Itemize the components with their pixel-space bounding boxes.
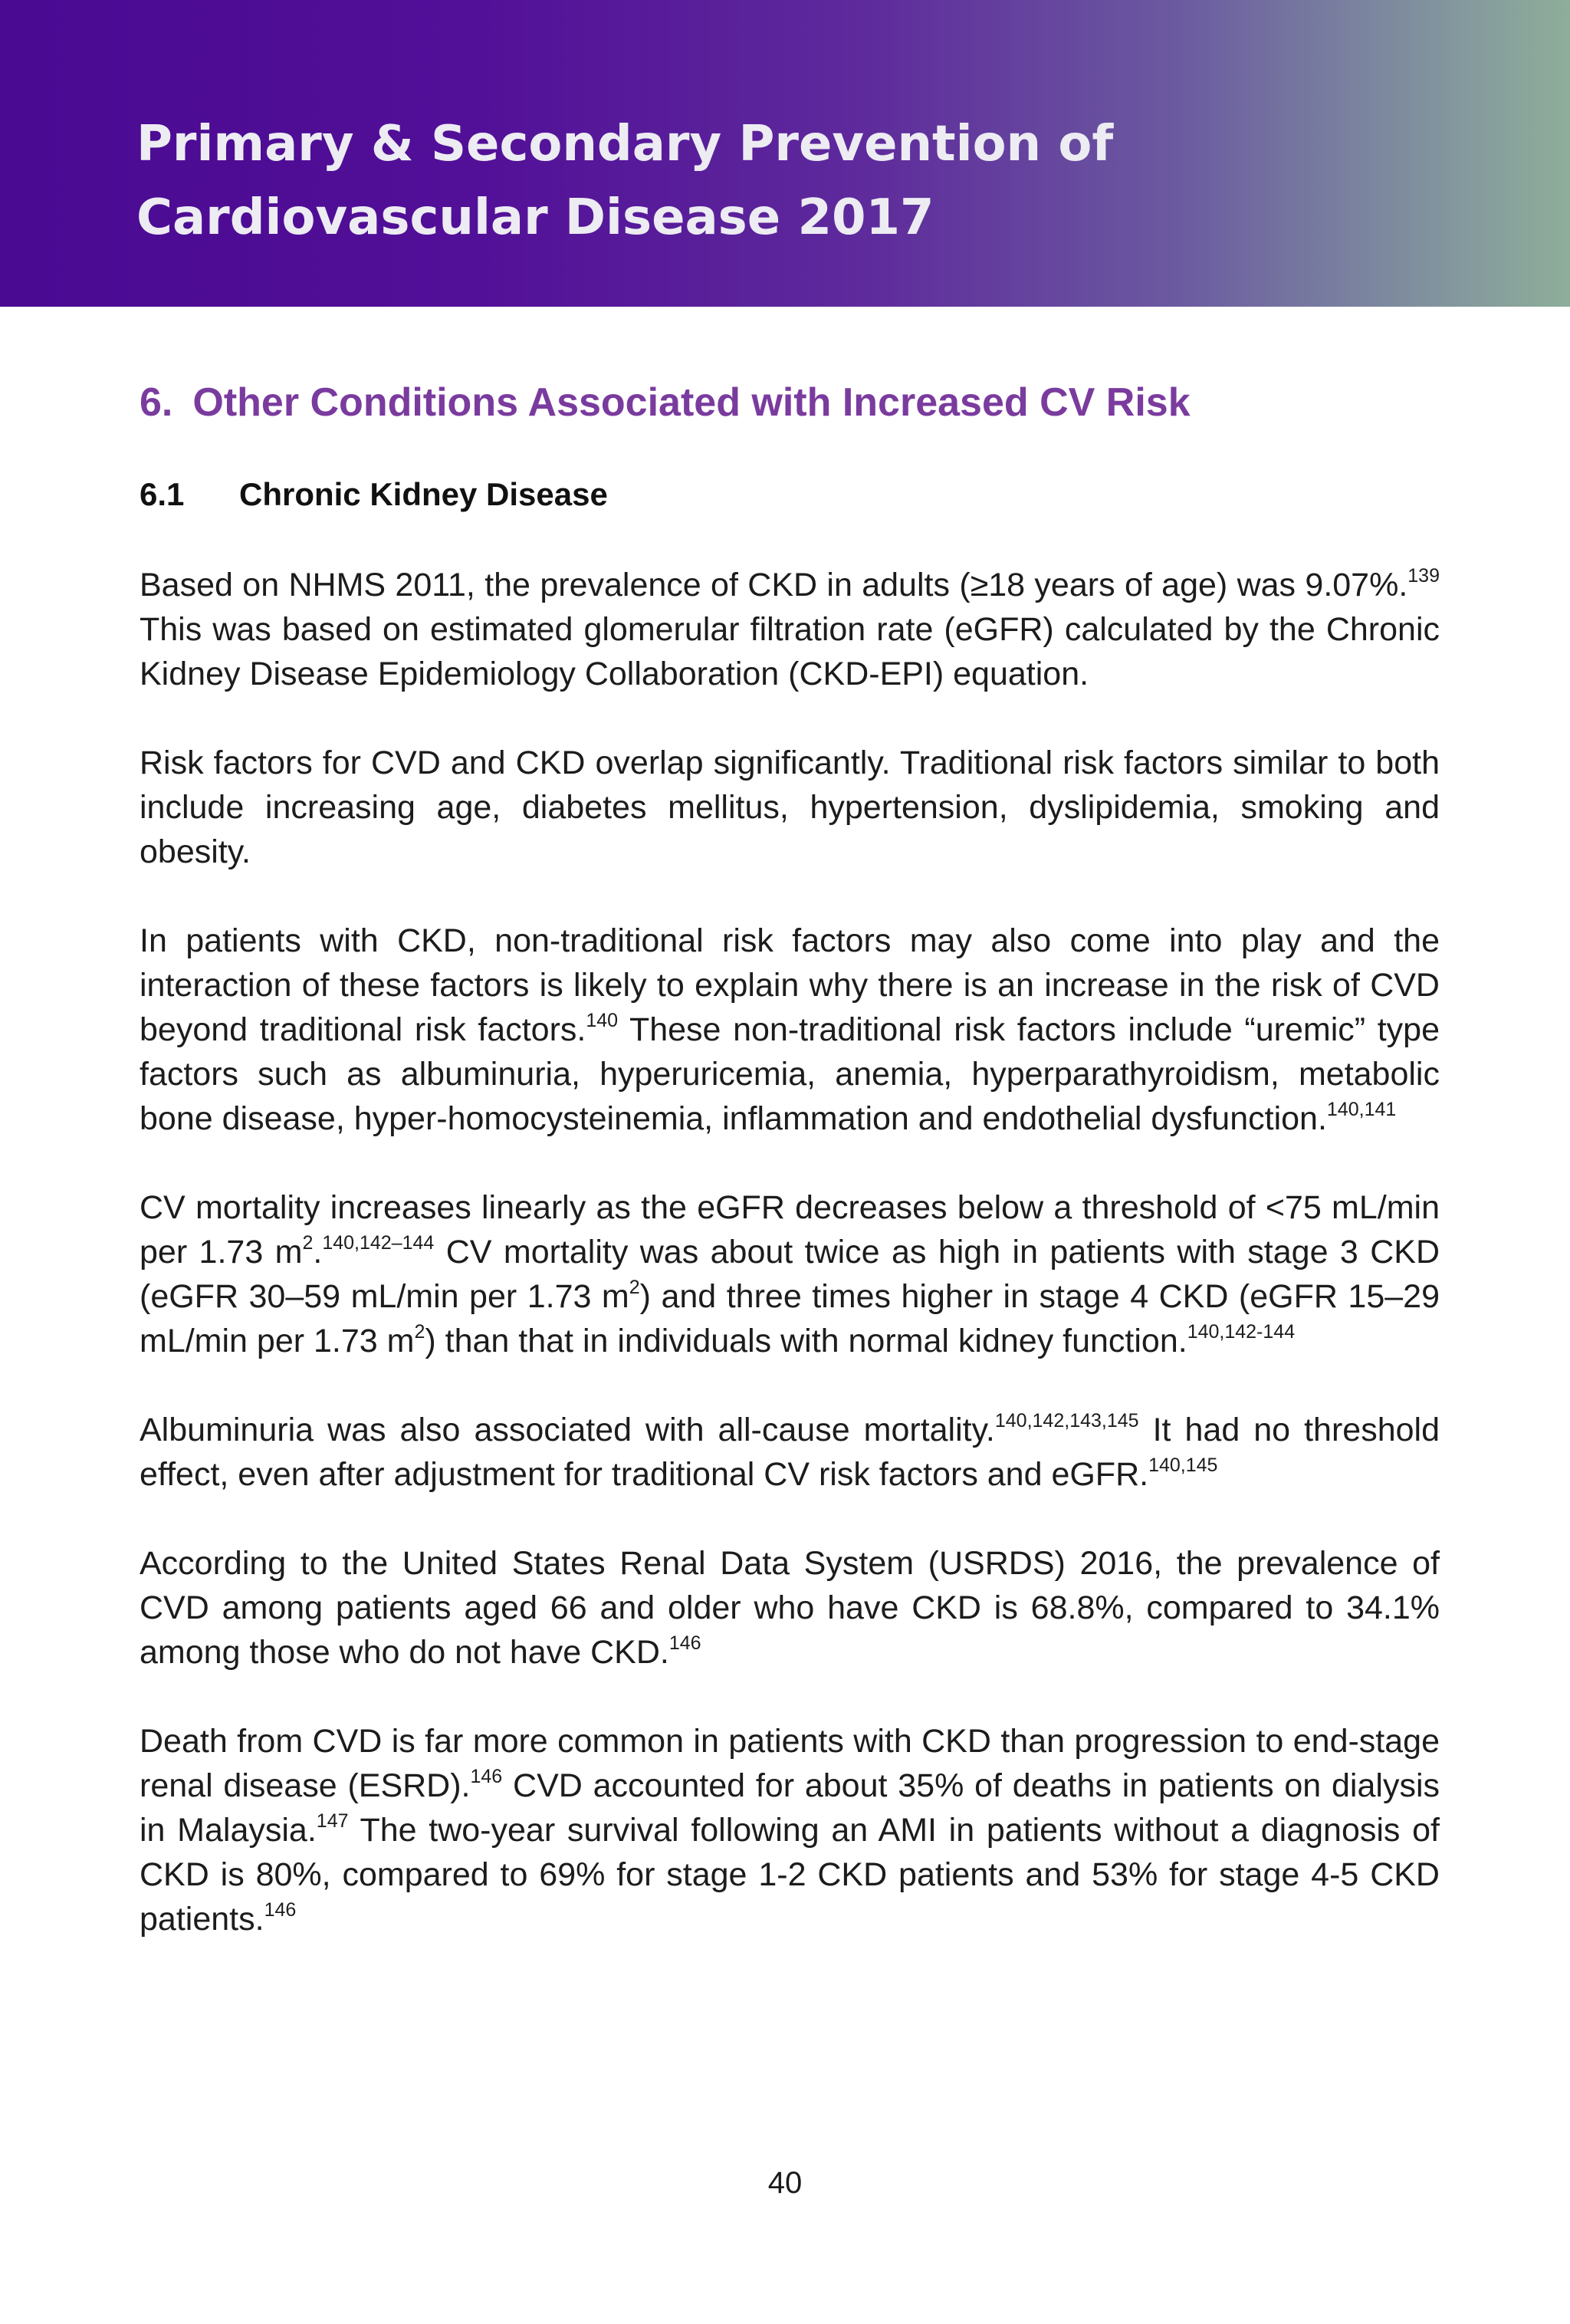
citation-ref: 140,142-144 xyxy=(1187,1320,1296,1343)
header-banner xyxy=(0,0,1570,307)
citation-ref: 147 xyxy=(316,1810,349,1832)
text-run: CV mortality increases linearly as the eGFR decreases below a threshold of <75 mL/min per 1.73 m xyxy=(140,1189,1440,1270)
citation-ref: 140,142–144 xyxy=(322,1231,435,1254)
paragraph-usrds xyxy=(140,1541,1440,1675)
document-title: Primary & Secondary Prevention of Cardiovascular Disease 2017 xyxy=(136,116,1114,246)
text-run: Albuminuria was also associated with all-cause mortality. xyxy=(140,1412,995,1448)
citation-ref: 140 xyxy=(586,1009,619,1031)
superscript: 2 xyxy=(629,1276,640,1298)
section-number: 6. xyxy=(140,380,173,425)
text-run: . xyxy=(313,1234,323,1270)
text-run: CV mortality was about twice as high in patients with stage 3 CKD (eGFR 30–59 mL/min per 1.73 m xyxy=(140,1234,1440,1315)
page-content xyxy=(140,360,1440,1986)
subsection-number: 6.1 xyxy=(140,476,185,512)
subsection-title: Chronic Kidney Disease xyxy=(239,476,608,512)
text-run: These non-traditional risk factors include “uremic” type factors such as albuminuria, hyperuricemia, anemia, hyperparathyroidism, metabolic bone disease, hyper-homocysteinemia, inflammation and endothelial dysfunction. xyxy=(140,1011,1440,1137)
superscript: 2 xyxy=(302,1231,314,1254)
text-run: According to the United States Renal Data System (USRDS) 2016, the prevalence of CVD among patients aged 66 and older who have CKD is 68.8%, compared to 34.1% among those who do not have CKD. xyxy=(140,1545,1440,1671)
paragraph-non-traditional-factors xyxy=(140,919,1440,1141)
citation-ref: 140,145 xyxy=(1148,1454,1218,1476)
text-run: Death from CVD is far more common in patients with CKD than progression to end-stage renal disease (ESRD). xyxy=(140,1723,1440,1804)
text-run: ) than that in individuals with normal kidney function. xyxy=(425,1323,1187,1359)
superscript: 2 xyxy=(414,1320,425,1343)
page-number: 40 xyxy=(767,2166,803,2200)
paragraph-albuminuria xyxy=(140,1408,1440,1497)
section-heading xyxy=(140,360,1440,445)
section-title: Other Conditions Associated with Increased CV Risk xyxy=(192,380,1191,425)
text-run: Risk factors for CVD and CKD overlap significantly. Traditional risk factors similar to both include increasing age, diabetes mellitus, hypertension, dyslipidemia, smoking and obesity. xyxy=(140,745,1440,870)
citation-ref: 140,141 xyxy=(1326,1098,1397,1120)
paragraph-risk-factors xyxy=(140,741,1440,874)
text-run: CVD accounted for about 35% of deaths in patients on dialysis in Malaysia. xyxy=(140,1767,1440,1849)
citation-ref: 139 xyxy=(1407,564,1440,587)
paragraph-ckd-prevalence xyxy=(140,563,1440,696)
paragraph-death-from-cvd xyxy=(140,1719,1440,1941)
text-run: In patients with CKD, non-traditional risk factors may also come into play and the interaction of these factors is likely to explain why there is an increase in the risk of CVD beyond traditional risk factors. xyxy=(140,922,1440,1048)
text-run: ) and three times higher in stage 4 CKD (eGFR 15–29 mL/min per 1.73 m xyxy=(140,1278,1440,1359)
citation-ref: 146 xyxy=(668,1632,701,1654)
subsection-heading xyxy=(140,474,1440,515)
text-run: This was based on estimated glomerular filtration rate (eGFR) calculated by the Chronic Kidney Disease Epidemiology Collaboration (CKD-EPI) equation. xyxy=(140,611,1440,692)
citation-ref: 146 xyxy=(264,1898,297,1921)
text-run: It had no threshold effect, even after adjustment for traditional CV risk factors and eGFR. xyxy=(140,1412,1440,1493)
citation-ref: 146 xyxy=(470,1765,503,1787)
text-run: The two-year survival following an AMI in patients without a diagnosis of CKD is 80%, compared to 69% for stage 1-2 CKD patients and 53% for stage 4-5 CKD patients. xyxy=(140,1812,1440,1938)
paragraph-cv-mortality xyxy=(140,1185,1440,1363)
text-run: Based on NHMS 2011, the prevalence of CKD in adults (≥18 years of age) was 9.07%. xyxy=(140,567,1408,603)
citation-ref: 140,142,143,145 xyxy=(994,1409,1139,1432)
